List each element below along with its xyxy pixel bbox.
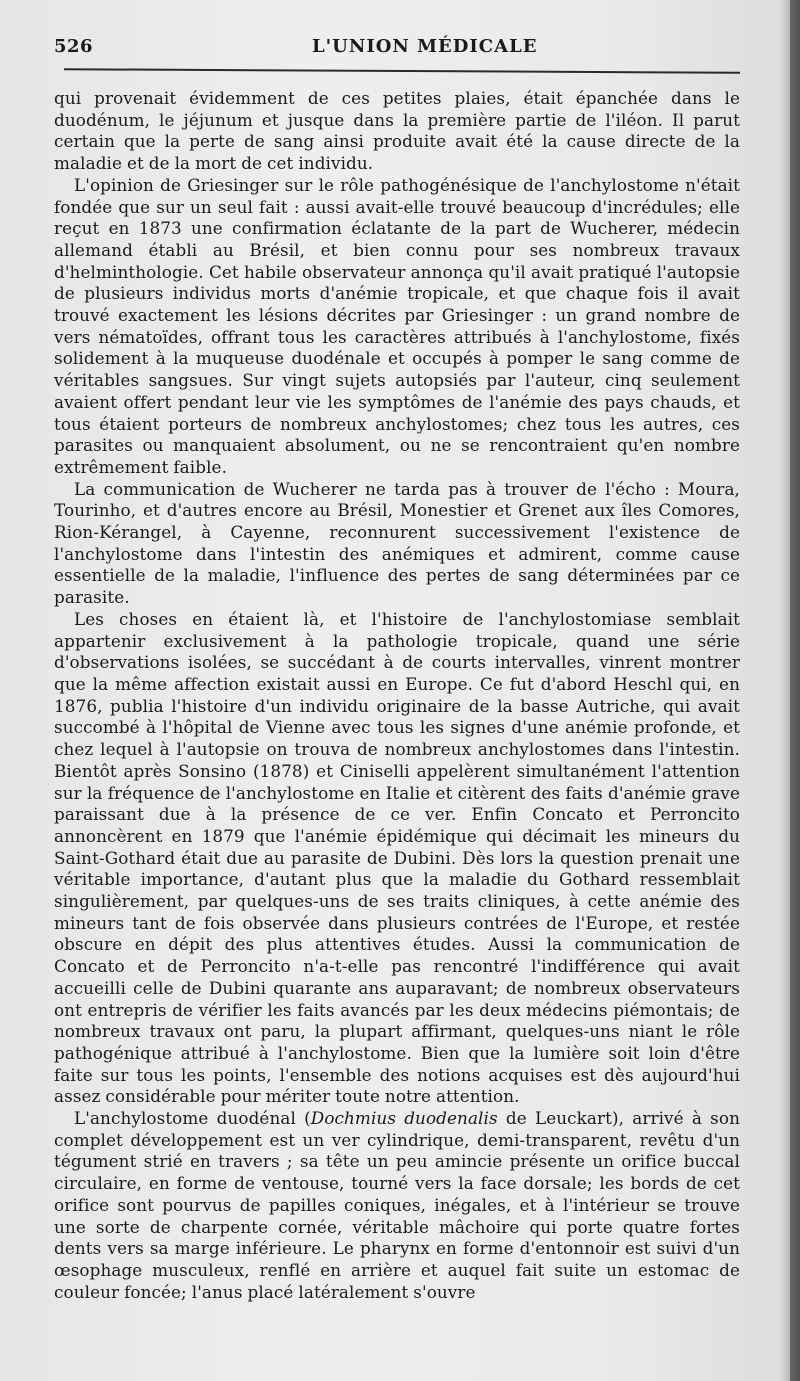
paragraph-2: L'opinion de Griesinger sur le rôle pathogénésique de l'anchylostome n'était fondée que sur un seul fait : aussi avait-elle trouvé beaucoup d'incrédules; elle reçut en 1873 une confirmation éclatante de la part de Wucherer, médecin allemand établi au Brésil, et bien connu pour ses nombreux travaux d'helminthologie. Cet habile observateur annonça qu'il avait pratiqué l'autopsie de plusieurs individus morts d'anémie tropicale, et que chaque fois il avait trouvé exactement les lésions décrites par Griesinger : un grand nombre de vers nématoïdes, offrant tous les caractères attribués à l'anchylostome, fixés solidement à la muqueuse duodénale et occupés à pomper le sang comme de véritables sangsues. Sur vingt sujets autopsiés par l'auteur, cinq seulement avaient offert pendant leur vie les symptômes de l'anémie des pays chauds, et tous étaient porteurs de nombreux anchylostomes; chez tous les autres, ces parasites ou manquaient absolument, ou ne se rencontraient qu'en nombre extrêmement faible. [54, 174, 740, 477]
page-number: 526 [54, 36, 94, 57]
paragraph-5 [54, 1108, 740, 1303]
running-title: L'UNION MÉDICALE [312, 36, 538, 57]
species-name: Dochmius duodenalis [310, 1108, 498, 1129]
paragraph-3: La communication de Wucherer ne tarda pas à trouver de l'écho : Moura, Tourinho, et d'autres encore au Brésil, Monestier et Grenet aux îles Comores, Rion-Kérangel, à Cayenne, reconnurent successivement l'existence de l'anchylostome dans l'intestin des anémiques et admirent, comme cause essentielle de la maladie, l'influence des pertes de sang déterminées par ce parasite. [54, 478, 740, 608]
paragraph-5-rest: de Leuckart), arrivé à son complet développement est un ver cylindrique, demi-transparent, revêtu d'un tégument strié en travers ; sa tête un peu amincie présente un orifice buccal circulaire, en forme de ventouse, tourné vers la face dorsale; les bords de cet orifice sont pourvus de papilles coniques, inégales, et à l'intérieur se trouve une sorte de charpente cornée, véritable mâchoire qui porte quatre fortes dents vers sa marge inférieure. Le pharynx en forme d'entonnoir est suivi d'un œsophage musculeux, renflé en arrière et auquel fait suite un estomac de couleur foncée; l'anus placé latéralement s'ouvre [54, 1108, 740, 1302]
paragraph-4: Les choses en étaient là, et l'histoire de l'anchylostomiase semblait appartenir exclusivement à la pathologie tropicale, quand une série d'observations isolées, se succédant à de courts intervalles, vinrent montrer que la même affection existait aussi en Europe. Ce fut d'abord Heschl qui, en 1876, publia l'histoire d'un individu originaire de la basse Autriche, qui avait succombé à l'hôpital de Vienne avec tous les signes d'une anémie profonde, et chez lequel à l'autopsie on trouva de nombreux anchylostomes dans l'intestin. Bientôt après Sonsino (1878) et Ciniselli appelèrent simultanément l'attention sur la fréquence de l'anchylostome en Italie et citèrent des faits d'anémie grave paraissant due à la présence de ce ver. Enfin Concato et Perroncito annoncèrent en 1879 que l'anémie épidémique qui décimait les mineurs du Saint-Gothard était due au parasite de Dubini. Dès lors la question prenait une véritable importance, d'autant plus que la maladie du Gothard ressemblait singulièrement, par quelques-uns de ses traits cliniques, à cette anémie des mineurs tant de fois observée dans plusieurs contrées de l'Europe, et restée obscure en dépit des plus attentives études. Aussi la communication de Concato et de Perroncito n'a-t-elle pas rencontré l'indifférence qui avait accueilli celle de Dubini quarante ans auparavant; de nombreux observateurs ont entrepris de vérifier les faits avancés par les deux médecins piémontais; de nombreux travaux ont paru, la plupart affirmant, quelques-uns niant le rôle pathogénique attribué à l'anchylostome. Bien que la lumière soit loin d'être faite sur tous les points, l'ensemble des notions acquises est dès aujourd'hui assez considérable pour mériter toute notre attention. [54, 608, 740, 1107]
header-rule [64, 68, 740, 74]
paragraph-5-start: L'anchylostome duodénal ( [74, 1108, 311, 1129]
page-header [54, 36, 740, 64]
body-text [54, 88, 740, 1303]
paragraph-1: qui provenait évidemment de ces petites plaies, était épanchée dans le duodénum, le jéjunum et jusque dans la première partie de l'iléon. Il parut certain que la perte de sang ainsi produite avait été la cause directe de la maladie et de la mort de cet individu. [54, 88, 740, 174]
